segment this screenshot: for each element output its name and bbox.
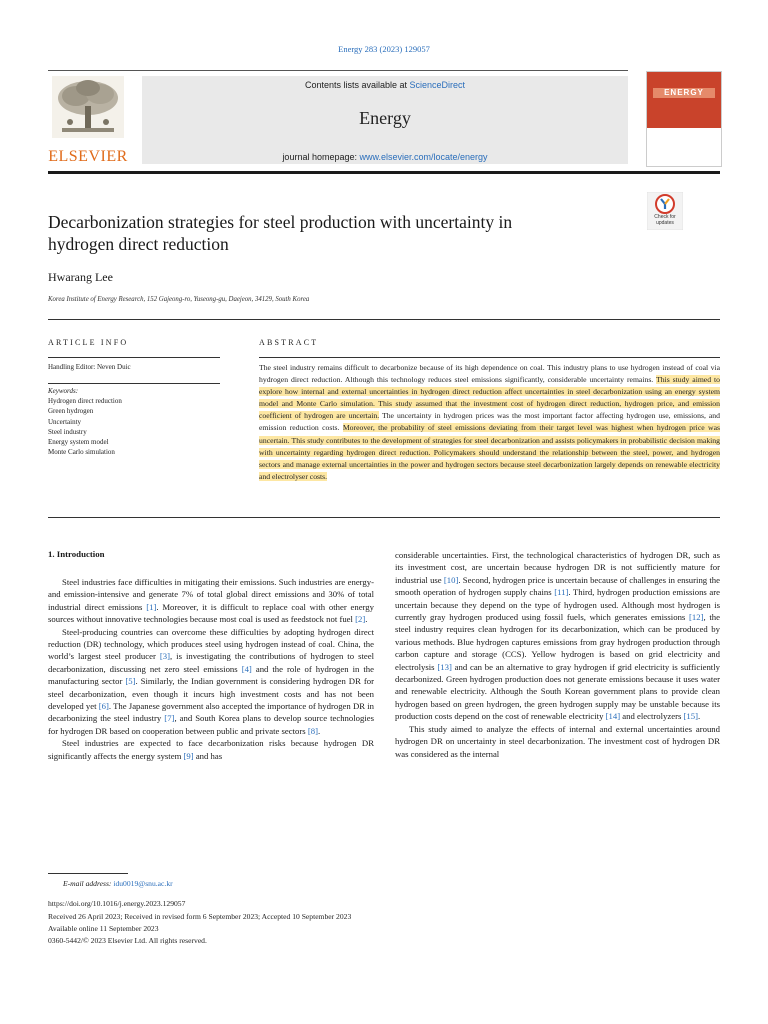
abstract-highlight[interactable]: This study contributes to the development of strategies for steel decarbonization and assists policymakers in probabilistic decision making with uncertainty regarding hydrogen direct reduction. Policymakers should understand the relationship between the steel, power, and hydrogen sectors and manage external uncertainties in the power and hydrogen sectors because steel decarbonization largely depends on renewable electricity and electrolyser costs. — [259, 435, 720, 481]
body-text: . — [365, 614, 368, 625]
citation-link[interactable]: [5] — [125, 676, 136, 687]
abstract-rule — [259, 357, 720, 358]
journal-cover[interactable] — [646, 71, 722, 167]
body-text: and electrolyzers — [620, 711, 684, 722]
body-text: Steel industries face difficulties in mitigating their emissions. Such industries are energy- and emission-intensive and generate 7% of total global direct emissions and 30% of total industrial direct emissions — [48, 577, 374, 612]
abstract-highlight[interactable]: Moreover, the probability of steel emissions deviating from their target level was highest when hydrogen price was uncertain. — [259, 423, 720, 445]
keyword-item[interactable]: Green hydrogen — [48, 407, 94, 416]
citation-link[interactable]: [15] — [683, 711, 699, 722]
citation-link[interactable]: [14] — [605, 711, 621, 722]
body-text: and the role of hydrogen in the manufacturing sector — [48, 663, 374, 687]
citation-link[interactable]: [8] — [307, 725, 318, 736]
running-header[interactable]: Energy 283 (2023) 129057 — [338, 44, 430, 54]
article-title: Decarbonization strategies for steel production with uncertainty in hydrogen direct reduction — [48, 212, 513, 254]
citation-link[interactable]: [9] — [183, 750, 194, 761]
citation-link[interactable]: [4] — [241, 663, 252, 674]
handling-editor: Handling Editor: Neven Duic — [48, 363, 131, 371]
homepage-link[interactable]: www.elsevier.com/locate/energy — [359, 152, 488, 162]
body-paragraph — [48, 626, 374, 738]
body-paragraph — [48, 737, 374, 762]
body-paragraph — [48, 576, 374, 626]
article-info-rule — [48, 357, 220, 358]
body-text: . Moreover, it is difficult to replace coal with other energy sources without innovative technologies because most coal is used as feedstock not fuel — [48, 601, 374, 625]
divider-rule — [48, 319, 720, 320]
body-text: This study aimed to analyze the effects of internal and external uncertainties around hydrogen DR on uncertainty in steel decarbonization. The investment cost of hydrogen DR was considered as the internal — [395, 723, 720, 759]
elsevier-wordmark: ELSEVIER — [48, 148, 128, 165]
body-text: , the steel industry requires clean hydrogen for its decarbonization, which can be produced by various methods. Blue hydrogen captures emissions from gray hydrogen production through carbon capture and storage (CCS). Yellow hydrogen is based on grid electricity and electrolysis — [395, 612, 720, 672]
elsevier-logo[interactable] — [48, 76, 128, 166]
keywords-label: Keywords: — [48, 387, 79, 395]
keywords-block — [48, 386, 220, 457]
keyword-item[interactable]: Steel industry — [48, 427, 87, 436]
body-text: considerable uncertainties. First, the technological characteristics of hydrogen DR, such as its investment cost, are uncertain because hydrogen DR is not sufficiently mature for industrial use — [395, 550, 720, 585]
body-paragraph — [395, 723, 720, 760]
check-for-updates-badge[interactable] — [647, 192, 683, 230]
cover-title: ENERGY — [653, 88, 715, 98]
elsevier-tree-icon — [52, 76, 124, 138]
citation-link[interactable]: [13] — [437, 661, 452, 672]
body-text: and can be an alternative to gray hydrogen if grid electricity is sufficiently decarbonized. Green hydrogen production does not generate emissions because it uses water and renewable electricity. Although the South Korean government plans to provide clean hydrogen based on green hydrogen, the green hydrogen supply may be unstable because its production costs depend on the cost of renewable electricity — [395, 661, 720, 722]
body-text: . Second, hydrogen price is uncertain because of challenges in ensuring the smooth operation of hydrogen supply chains — [395, 574, 721, 598]
journal-homepage: journal homepage: www.elsevier.com/locate/energy — [282, 152, 488, 162]
copyright: 0360-5442/© 2023 Elsevier Ltd. All rights reserved. — [48, 936, 207, 945]
abstract-heading: ABSTRACT — [259, 338, 319, 347]
body-text: and has — [193, 750, 223, 761]
citation-link[interactable]: [10] — [443, 574, 459, 585]
keyword-item[interactable]: Energy system model — [48, 438, 109, 447]
received-dates: Received 26 April 2023; Received in revised form 6 September 2023; Accepted 10 September 2023 — [48, 912, 352, 921]
body-text: . — [317, 725, 321, 736]
keyword-item[interactable]: Hydrogen direct reduction — [48, 397, 122, 406]
sciencedirect-link[interactable]: ScienceDirect — [409, 80, 466, 90]
footnote-rule — [48, 873, 128, 874]
intro-right-column — [395, 549, 720, 760]
masthead-bottom-rule — [48, 171, 720, 174]
abstract-highlight[interactable]: This study aimed to explore how internal and external uncertainties in hydrogen direct reduction affect uncertainties in steel decarbonization using an energy system model and Monte Carlo simulation. This study assumed that the investment cost of hydrogen direct reduction, hydrogen price, and emission coefficient of hydrogen are uncertain. — [259, 375, 720, 421]
citation-link[interactable]: [3] — [159, 651, 170, 662]
body-text: , and South Korea plans to develop source technologies for hydrogen DR based on cooperation between public and private sectors — [48, 713, 374, 736]
article-info-heading: ARTICLE INFO — [48, 338, 129, 347]
handling-editor-rule — [48, 383, 220, 384]
email-link[interactable]: idu0019@snu.ac.kr — [113, 879, 173, 888]
abstract-text: The steel industry remains difficult to decarbonize because of its high dependence on coal. This industry plans to use hydrogen instead of coal via hydrogen direct reduction. Although this technology reduces steel emissions significantly, considerable uncertainty remains. This study aimed to explore how internal and external uncertainties in hydrogen direct reduction affect uncertainties in steel decarbonization using an energy system model and Monte Carlo simulation. This study assumed that the investment cost of hydrogen direct reduction, hydrogen price, and emission coefficient of hydrogen are uncertain. The uncertainty in hydrogen prices was the most important factor affecting hydrogen use, emissions, and emission reduction costs. Moreover, the probability of steel emissions deviating from their target level was highest when hydrogen price was uncertain. This study contributes to the development of strategies for steel decarbonization and assists policymakers in probabilistic decision making with uncertainty regarding hydrogen direct reduction. Policymakers should understand the relationship between the steel, power, and hydrogen sectors and manage external uncertainties in the power and hydrogen sectors because steel decarbonization largely depends on renewable electricity and electrolyser costs. — [259, 363, 720, 481]
keyword-item[interactable]: Monte Carlo simulation — [48, 448, 115, 457]
body-text: , is investigating the contributions of hydrogen to steel decarbonization, discussing net zero steel emissions — [48, 651, 374, 674]
body-text: . Similarly, the Indian government is considering hydrogen DR for steel decarbonization, even though it incurs high investment costs and has not been developed yet — [48, 676, 374, 712]
citation-link[interactable]: [6] — [98, 701, 109, 712]
citation-link[interactable]: [1] — [146, 601, 157, 612]
citation-link[interactable]: [2] — [355, 614, 366, 625]
abstract-bottom-rule — [48, 517, 720, 518]
author-affiliation: Korea Institute of Energy Research, 152 Gajeong-ro, Yuseong-gu, Daejeon, 34129, South Korea — [48, 296, 310, 303]
citation-link[interactable]: [12] — [689, 612, 704, 623]
body-text: . The Japanese government also accepted the importance of hydrogen DR in decarbonizing the steel industry — [48, 701, 374, 724]
body-text: Steel-producing countries can overcome these difficulties by adopting hydrogen direct reduction (DR) technology, which produces steel using hydrogen instead of coal. China, the world’s largest steel producer — [48, 626, 374, 662]
introduction-heading: 1. Introduction — [48, 549, 105, 559]
author-name[interactable]: Hwarang Lee — [48, 270, 113, 284]
intro-left-column — [48, 576, 374, 762]
citation-link[interactable]: [7] — [164, 713, 175, 724]
doi-link[interactable]: https://doi.org/10.1016/j.energy.2023.129057 — [48, 899, 186, 908]
body-paragraph — [395, 549, 720, 723]
citation-link[interactable]: [11] — [554, 587, 569, 598]
keyword-item[interactable]: Uncertainty — [48, 417, 82, 426]
masthead-top-rule — [48, 70, 628, 71]
available-online: Available online 11 September 2023 — [48, 924, 159, 933]
body-text: . — [698, 711, 701, 722]
cover-red-block — [647, 72, 721, 128]
contents-line: Contents lists available at ScienceDirect — [304, 80, 466, 90]
body-text: . Third, hydrogen production emissions are uncertain because they depend on the type of hydrogen used. Although most hydrogen is currently gray hydrogen produced using fossil fuels, which generates emissions — [395, 587, 720, 623]
badge-label: Check for updates — [654, 214, 676, 226]
email-footnote: E-mail address: idu0019@snu.ac.kr — [63, 879, 173, 888]
body-text: Steel industries are expected to face decarbonization risks because hydrogen DR significantly affects the energy system — [48, 738, 374, 761]
journal-title[interactable]: Energy — [359, 108, 411, 128]
